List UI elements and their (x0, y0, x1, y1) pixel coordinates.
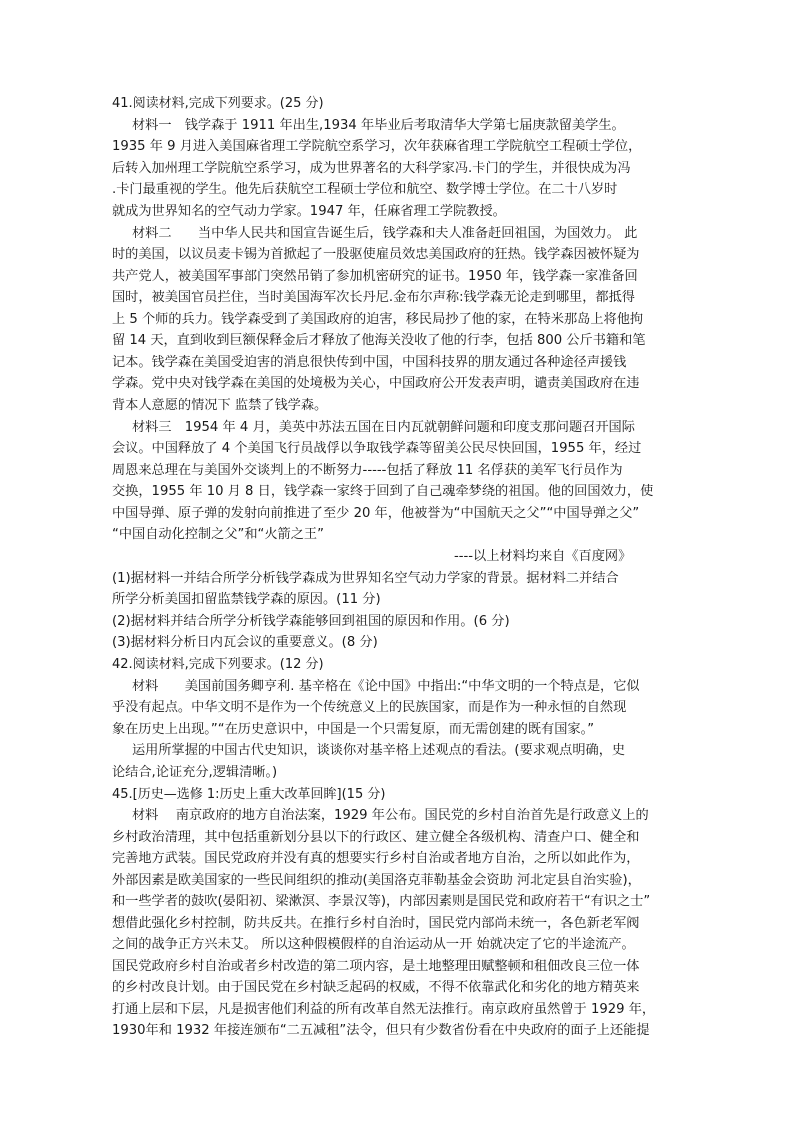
text-line: 之间的战争正方兴未艾。 所以这种假模假样的自治运动从一开 始就决定了它的半途流产。 (112, 937, 635, 952)
question-line: 运用所掌握的中国古代史知识，谈谈你对基辛格上述观点的看法。(要求观点明确，史 (132, 743, 626, 758)
q41-header: 41.阅读材料,完成下列要求。(25 分) (112, 96, 324, 111)
source-note: ----以上材料均来自《百度网》 (454, 549, 632, 564)
text-line: 交换，1955 年 10 月 8 日，钱学森一家终于回到了自己魂牵梦绕的祖国。他的回国效力，使 (112, 484, 654, 499)
text-line: 后转入加州理工学院航空系学习，成为世界著名的大科学家冯.卡门的学生，并很快成为冯 (112, 161, 631, 176)
text-line: .卡门最重视的学生。他先后获航空工程硕士学位和航空、数学博士学位。在二十八岁时 (112, 182, 618, 197)
text-line: 1930年和 1932 年接连颁布“二五减租”法令，但只有少数省份看在中央政府的面子上还能提 (112, 1023, 650, 1038)
text-line: 和一些学者的鼓吹(晏阳初、梁漱溟、李景汉等)，内部因素则是国民党和政府若干“有识之士” (112, 894, 651, 909)
text-line: 时的美国，以议员麦卡锡为首掀起了一股驱使雇员效忠美国政府的狂热。钱学森因被怀疑为 (112, 247, 640, 262)
text-line: 国时，被美国官员拦住，当时美国海军次长丹尼.金布尔声称:钱学森无论走到哪里，都抵得 (112, 290, 635, 305)
text-line: 材料三 1954 年 4 月，美英中苏法五国在日内瓦就朝鲜问题和印度支那问题召开国际 (132, 420, 635, 435)
text-line: 材料二 当中华人民共和国宣告诞生后，钱学森和夫人准备赶回祖国，为国效力。 此 (132, 226, 638, 241)
text-line: “中国自动化控制之父”和“火箭之王” (112, 527, 324, 542)
q42-header: 42.阅读材料,完成下列要求。(12 分) (112, 657, 324, 672)
text-line: 共产党人，被美国军事部门突然吊销了参加机密研究的证书。1950 年，钱学森一家准备回 (112, 269, 638, 284)
text-line: 乎没有起点。中华文明不是作为一个传统意义上的民族国家，而是作为一种永恒的自然现 (112, 700, 627, 715)
text-line: 的乡村改良计划。由于国民党在乡村缺乏起码的权威，不得不依靠武化和劣化的地方精英来 (112, 980, 640, 995)
text-line: 就成为世界知名的空气动力学家。1947 年，任麻省理工学院教授。 (112, 204, 506, 219)
text-line: 打通上层和下层，凡是损害他们利益的所有改革自然无法推行。南京政府虽然曾于 1929 年， (112, 1002, 656, 1017)
question-line: (3)据材料分析日内瓦会议的重要意义。(8 分) (112, 635, 378, 650)
text-line: 外部因素是欧美国家的一些民间组织的推动(美国洛克菲勒基金会资助 河北定县自治实验)， (112, 873, 641, 888)
question-line: 论结合,论证充分,逻辑清晰。) (112, 765, 278, 780)
q45-header: 45.[历史—选修 1:历史上重大改革回眸](15 分) (112, 787, 386, 802)
question-line: (2)据材料并结合所学分析钱学森能够回到祖国的原因和作用。(6 分) (112, 614, 510, 629)
text-line: 上 5 个师的兵力。钱学森受到了美国政府的迫害，移民局抄了他的家，在特米那岛上将他拘 (112, 312, 644, 327)
text-line: 材料一 钱学森于 1911 年出生,1934 年毕业后考取清华大学第七届庚款留美学生。 (132, 118, 625, 133)
text-line: 周恩来总理在与美国外交谈判上的不断努力-----包括了释放 11 名俘获的美军飞行员作为 (112, 463, 623, 478)
text-line: 材料 美国前国务卿亨利. 基辛格在《论中国》中指出:“中华文明的一个特点是，它似 (132, 679, 640, 694)
text-line: 留 14 天，直到收到巨额保释金后才释放了他海关没收了他的行李，包括 800 公斤书籍和笔 (112, 333, 646, 348)
text-line: 学森。党中央对钱学森在美国的处境极为关心，中国政府公开发表声明，谴责美国政府在违 (112, 376, 640, 391)
text-line: 乡村政治清理，其中包括重新划分县以下的行政区、建立健全各级机构、清查户口、健全和 (112, 830, 640, 845)
text-line: 1935 年 9 月进入美国麻省理工学院航空系学习，次年获麻省理工学院航空工程硕士学位， (112, 139, 642, 154)
text-line: 记本。钱学森在美国受迫害的消息很快传到中国，中国科技界的朋友通过各种途径声援钱 (112, 355, 627, 370)
text-line: 象在历史上出现。”“在历史意识中，中国是一个只需复原，而无需创建的既有国家。” (112, 722, 595, 737)
text-line: 国民党政府乡村自治或者乡村改造的第二项内容，是土地整理田赋整顿和租佃改良三位一体 (112, 959, 640, 974)
text-line: 材料 南京政府的地方自治法案，1929 年公布。国民党的乡村自治首先是行政意义上的 (132, 808, 649, 823)
text-line: 想借此强化乡村控制，防共反共。在推行乡村自治时，国民党内部尚未统一，各色新老军阀 (112, 916, 640, 931)
text-line: 完善地方武装。国民党政府并没有真的想要实行乡村自治或者地方自治，之所以如此作为， (112, 851, 640, 866)
text-line: 会议。中国释放了 4 个美国飞行员战俘以争取钱学森等留美公民尽快回国，1955 年，经过 (112, 441, 642, 456)
text-line: 背本人意愿的情况下 监禁了钱学森。 (112, 398, 328, 413)
question-line: (1)据材料一并结合所学分析钱学森成为世界知名空气动力学家的背景。据材料二并结合 (112, 571, 619, 586)
question-line: 所学分析美国扣留监禁钱学森的原因。(11 分) (112, 592, 381, 607)
text-line: 中国导弹、原子弹的发射向前推进了至少 20 年，他被誉为“中国航天之父”“中国导弹之父” (112, 506, 640, 521)
